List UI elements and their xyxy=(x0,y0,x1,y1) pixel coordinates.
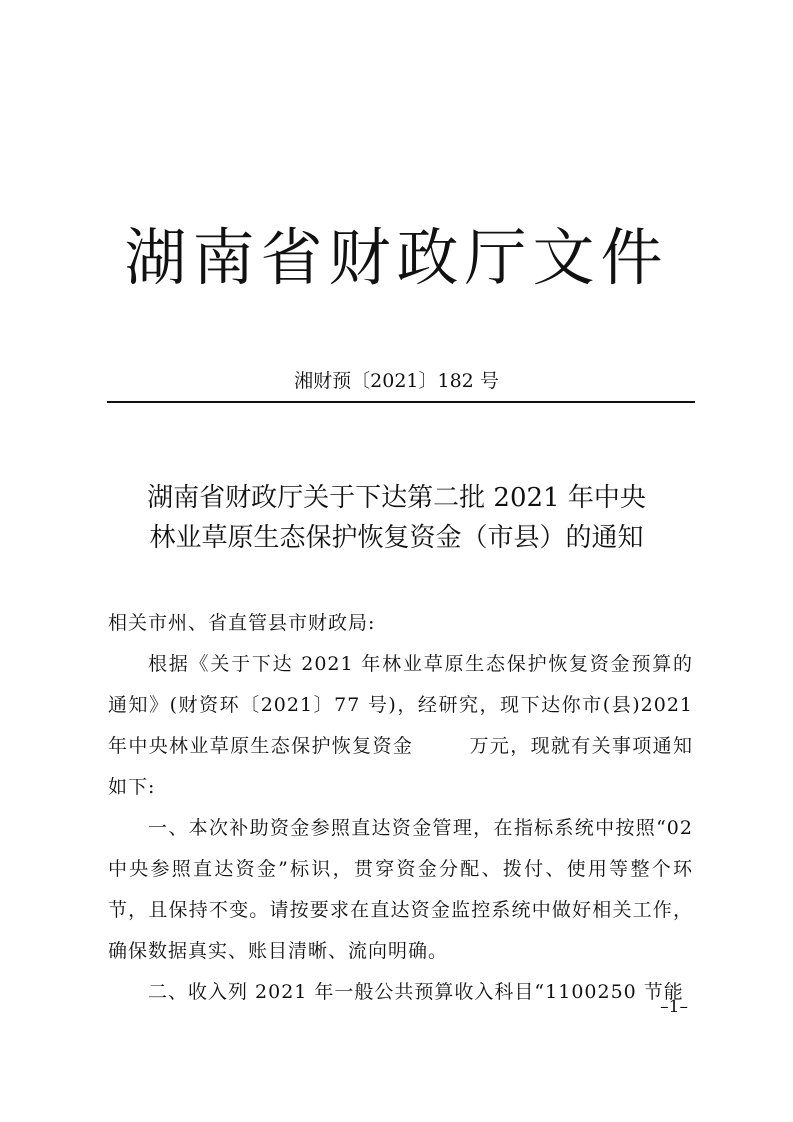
issuer-header: 湖南省财政厅文件 xyxy=(124,221,669,294)
paragraph-2: 一、本次补助资金参照直达资金管理，在指标系统中按照“02 中央参照直达资金”标识，贯穿资金分配、拨付、使用等整个环节，且保持不变。请按要求在直达资金监控系统中做好相关工作，确保数据真实、账目清晰、流向明确。 xyxy=(108,817,693,962)
title-line-1: 湖南省财政厅关于下达第二批 2021 年中央 xyxy=(147,483,646,513)
paragraph-1 xyxy=(108,644,693,808)
header-divider xyxy=(107,401,695,403)
paragraph-1-text-a: 根据《关于下达 2021 年林业草原生态保护恢复资金预算的通知》(财资环〔2021〕77 号)，经研究，现下达你市(县)2021 年中央林业草原生态保护恢复资金 xyxy=(108,653,693,757)
paragraph-1-text-b: 万元，现就有关事项通知如下: xyxy=(108,735,693,798)
title-line-2: 林业草原生态保护恢复资金（市县）的通知 xyxy=(149,523,644,553)
document-body xyxy=(108,603,693,1013)
paragraph-3: 二、收入列 2021 年一般公共预算收入科目“1100250 节能 xyxy=(148,981,684,1003)
document-title xyxy=(90,478,703,558)
salutation: 相关市州、省直管县市财政局: xyxy=(108,612,376,634)
document-number: 湘财预〔2021〕182 号 xyxy=(294,370,499,392)
page-number: –1– xyxy=(660,997,688,1017)
